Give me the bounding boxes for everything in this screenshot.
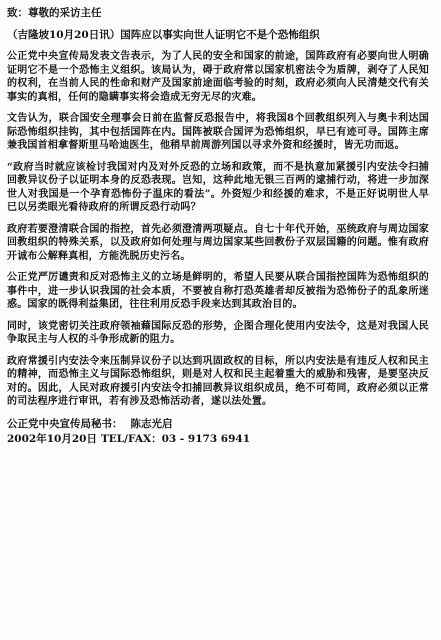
contact-number: TEL/FAX：03 - 9173 6941	[100, 432, 251, 445]
signature-line	[7, 417, 429, 432]
signature-name: 陈志光启	[130, 417, 173, 430]
signature-date: 2002年10月20日	[7, 432, 97, 445]
paragraph-2: 文告认为，联合国安全理事会日前在监督反恐报告中，将我国8个回教组织列入与奥卡利达国际恐怖组织挂钩，其中包括国阵在内。国阵被联合国评为恐怖组织，早已有迹可寻。国阵主席兼我国首相拿督斯里马哈迪医生，他稍早前周游列国以寻求外资和经援时，皆无功而返。	[7, 113, 429, 151]
paragraph-5: 公正党严厉谴责和反对恐怖主义的立场是鲜明的，希望人民要从联合国指控国阵为恐怖组织的事件中，进一步认识我国的社会本质，不要被自称打恐英雄者却反被指为恐怖份子的乱象所迷惑。国家的既得利益集团，往往利用反恐手段来达到其政治目的。	[7, 272, 429, 310]
salutation: 致：尊敬的采访主任	[7, 7, 102, 19]
headline: （吉隆坡10月20日讯）国阵应以事实向世人证明它不是个恐怖组织	[7, 29, 320, 41]
signature-title: 公正党中央宣传局秘书：	[7, 417, 123, 430]
paragraph-6: 同时，该党密切关注政府领袖藉国际反恐的形势，企图合理化使用内安法令，这是对我国人民争取民主与人权的斗争形成新的阻力。	[7, 320, 429, 345]
paragraph-4: 政府若要澄清联合国的指控，首先必须澄清两项疑点。自七十年代开始，巫统政府与周边国家回教组织的特殊关系，以及政府如何处理与周边国家某些回教份子双层国籍的问题。惟有政府开诚布公解释真相，方能洗脱历史污名。	[7, 223, 429, 262]
paragraph-1: 公正党中央宣传局发表文告表示，为了人民的安全和国家的前途，国阵政府有必要向世人明确证明它不是一个恐怖主义组织。该局认为，碍于政府常以国家机密法令为盾牌，剥夺了人民知的权利，在当前人民的性命和财产及国家前途面临考验的时刻，政府必须向人民清楚交代有关事实的真相，任何的隐瞒事实将会造成无穷无尽的灾难。	[7, 51, 429, 103]
paragraph-3: “政府当时就应该检讨我国对内及对外反恐的立场和政策，而不是执意加紧援引内安法令扫捕回教异议份子以证明本身的反恐表现。岂知，这种此地无银三百两的逮捕行动，将进一步加深世人对我国是一个孕育恐怖份子温床的看法”。外资短少和经援的难求，不是正好说明世人早已以另类眼光看待政府的所谓反恐行动吗？	[7, 161, 429, 213]
signature-block	[7, 417, 429, 447]
paragraph-7: 政府常援引内安法令来压制异议份子以达到巩固政权的目标，所以内安法是有违反人权和民主的精神，而恐怖主义与国际恐怖组织，则是对人权和民主起着重大的威胁和残害，是要坚决反对的。因此，人民对政府援引内安法令扣捕回教异议组织成员，绝不可苟同，政府必须以正常的司法程序进行审讯，若有涉及恐怖活动者，遂以法处置。	[7, 355, 429, 407]
date-contact-line	[7, 432, 429, 447]
